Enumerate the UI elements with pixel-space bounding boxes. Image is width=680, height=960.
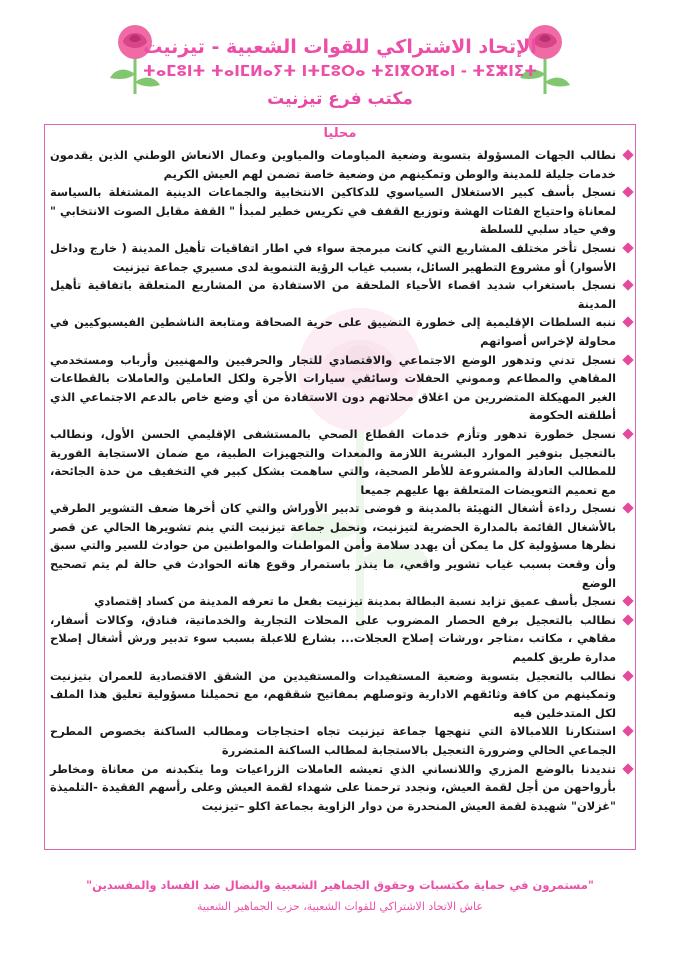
list-item-text: تنديدنا بالوضع المزري واللانساني الذي تعيشه العاملات الزراعيات وما يتكبدنه من معاناة ومخاطر بأرواحهن من أجل لقمة العيش، ونجدد ترحمنا على شهداء لقمة العيش وعلى رأسهم الفقيدة -التلميذة "غزلان" شهيدة لقمة العيش المنحدرة من دوار الزاوية بجماعة اكلو –تيزنيت	[50, 761, 616, 813]
list-item	[50, 499, 632, 592]
diamond-bullet-icon	[622, 149, 633, 160]
list-item	[50, 351, 632, 425]
list-item-text: نطالب الجهات المسؤولة بتسوية وضعية المياومات والمياوين وعمال الانعاش الوطني الذين يقدمون خدمات جليلة للمدينة والوطن وتمكينهم من وضعية خاصة تضمن لهم العيش الكريم	[50, 148, 616, 181]
list-item-text: نسجل باستغراب شديد اقصاء الأحياء الملحقة من الاستفادة من المشاريع المتعلقة باتفاقية تأهيل المدينة	[50, 278, 616, 311]
list-item	[50, 611, 632, 667]
list-item	[50, 239, 632, 276]
diamond-bullet-icon	[622, 317, 633, 328]
party-title: الإتحاد الاشتراكي للقوات الشعبية - تيزنيت	[143, 36, 537, 58]
list-item	[50, 425, 632, 499]
list-item	[50, 592, 632, 611]
list-item	[50, 760, 632, 816]
closing-slogan: "مستمرون في حماية مكتسبات وحقوق الجماهير الشعبية والنضال ضد الفساد والمفسدين"	[86, 878, 594, 892]
branch-office-title: مكتب فرع تيزنيت	[267, 89, 413, 109]
diamond-bullet-icon	[622, 187, 633, 198]
diamond-bullet-icon	[622, 726, 633, 737]
diamond-bullet-icon	[622, 614, 633, 625]
list-item-text: نسجل رداءة أشغال التهيئة بالمدينة و فوضى تدبير الأوراش والتي كان أخرها ضعف التشوير الطرقي بالأشغال القائمة بالمدارة الحضرية لتيزنيت، ونحمل جماعة تيزنيت التي ينم تشويرها الحالي عن قصر نظرها مسؤولية كل ما يمكن أن يهدد سلامة وأمن المواطنات والمواطنين من حوادث للسير والتي سبق وأن وقعت بسبب غياب تشوير واقعي، ما ينذر باستمرار وقوع هاته الحوادث في حالة لم يتم تصحيح الوضع	[50, 501, 616, 590]
list-item-text: نسجل تدني وتدهور الوضع الاجتماعي والاقتصادي للتجار والحرفيين والمهنيين وأرباب ومستخدمي المقاهي والمطاعم ومموني الحفلات وسائقي سيارات الأجرة ولكل العاملين والعاملات بالقطاعات الغير المهيكلة المتضررين من اغلاق محلاتهم دون الاستفادة من أي وضع خاص بالدعم الاجتماعي الذي أطلقته الحكومة	[50, 352, 616, 423]
list-item-text: نسجل خطورة تدهور وتأزم خدمات القطاع الصحي بالمستشفى الإقليمي الحسن الأول، ونطالب بالتعجيل بتوفير الموارد البشرية اللازمة والمعدات والتجهيزات الطبية، مع ضمان الاستجابة الفورية للمطالب العادلة والمشروعة للأطر الصحية، والتي ساهمت بشكل كبير في التخفيف من حدة الجائحة، مع تعميم التعويضات المتعلقة بها عليهم جميعا	[50, 426, 616, 497]
diamond-bullet-icon	[622, 763, 633, 774]
diamond-bullet-icon	[622, 354, 633, 365]
list-item-text: نسجل تأخر مختلف المشاريع التي كانت مبرمجة سواء في اطار اتفاقيات تأهيل المدينة ( خارج وداخل الأسوار) أو مشروع التطهير السائل، بسبب غياب الرؤية التنموية لدى مسيري جماعة تيزنيت	[50, 240, 616, 274]
list-item	[50, 276, 632, 313]
diamond-bullet-icon	[622, 596, 633, 607]
list-item	[50, 146, 632, 183]
party-title-tifinagh: ⵜⴰⵎⵓⵏⵜ ⵜⴰⵏⵎⵍⴰⵢⵜ ⵏⵜⵎⵓⵔⴰ ⵜⵉⵏⴳⵔⴼⴰⵏ - ⵜⵉⵣⵏⵉⵜ	[142, 62, 538, 80]
list-item-text: نسجل بأسف كبير الاستغلال السياسوي للدكاكين الانتخابية والجماعات الدينية المشتغلة بالسياسة لمعاناة واحتياج الفئات الهشة وتوزيع القفف في تكريس خطير لمبدأ " القفة مقابل الصوت الانتخابي " وفي حياد سلبي للسلطة	[50, 185, 616, 237]
diamond-bullet-icon	[622, 428, 633, 439]
list-item	[50, 183, 632, 239]
list-item	[50, 667, 632, 723]
list-item-text: نسجل بأسف عميق تزايد نسبة البطالة بمدينة تيزنيت بفعل ما تعرفه المدينة من كساد إقتصادي	[94, 594, 616, 609]
diamond-bullet-icon	[622, 242, 633, 253]
diamond-bullet-icon	[622, 670, 633, 681]
section-title: محليا	[323, 126, 357, 141]
letterhead	[0, 36, 680, 110]
list-item-text: نطالب بالتعجيل بتسوية وضعية المستفيدات والمستفيدين من الشقق الاقتصادية للعمران بتيزنيت وتمكينهم من كافة وثائقهم الادارية وتوصلهم بمفاتيح شققهم، مع تحميلنا مسؤولية تعليق هذا الملف لكل المتدخلين فيه	[50, 668, 616, 720]
closing-signature: عاش الاتحاد الاشتراكي للقوات الشعبية، حزب الجماهير الشعبية	[197, 900, 483, 913]
list-item-text: استنكارنا اللامبالاة التي تنهجها جماعة تيزنيت تجاه احتجاجات ومطالب الساكنة بخصوص المطرح الجماعي الحالي وضرورة التعجيل بالاستجابة لمطالب الساكنة المتضررة	[50, 724, 616, 757]
closing-block	[0, 876, 680, 916]
list-item-text: نطالب بالتعجيل برفع الحصار المضروب على المحلات التجارية والخدماتية، فنادق، وكالات أسفار، مقاهي ، مكاتب ،متاجر ،ورشات إصلاح العجلات... بشارع للاعبلة بسبب سوء تدبير ورش أشغال إصلاح مدارة طريق كلميم	[50, 612, 616, 665]
statement-list	[50, 146, 632, 815]
list-item	[50, 313, 632, 350]
list-item	[50, 722, 632, 759]
diamond-bullet-icon	[622, 279, 633, 290]
list-item-text: ننبه السلطات الإقليمية إلى خطورة التضييق على حرية الصحافة ومتابعة الناشطين الفيسبوكيين في محاولة لإخراس أصواتهم	[50, 315, 616, 348]
diamond-bullet-icon	[622, 503, 633, 514]
